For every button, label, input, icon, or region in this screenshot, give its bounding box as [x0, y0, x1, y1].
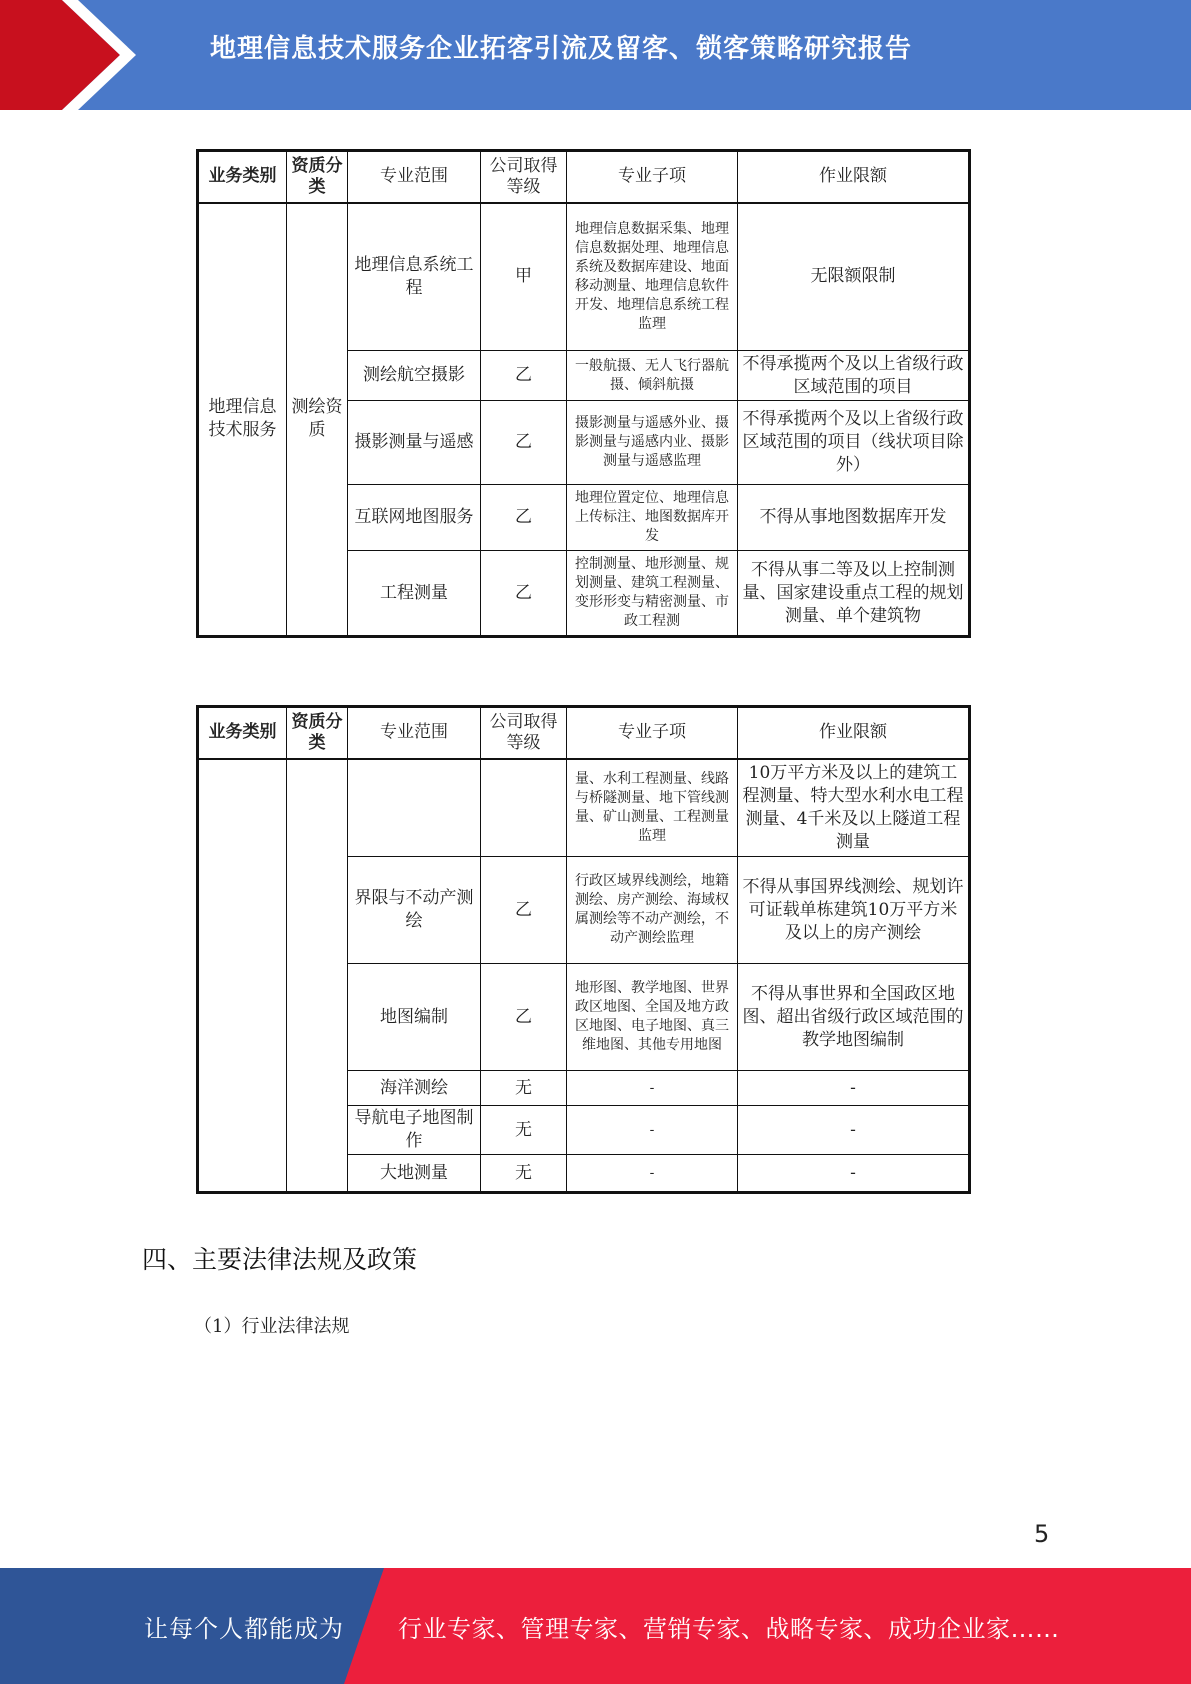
- subsection-heading: （1）行业法律法规: [194, 1316, 350, 1337]
- grade-cell: 乙: [481, 964, 567, 1071]
- section-heading: 四、主要法律法规及政策: [142, 1245, 418, 1274]
- scope-cell: 测绘航空摄影: [348, 351, 481, 401]
- page-number: 5: [1034, 1520, 1050, 1548]
- category-cell: 地理信息技术服务: [198, 203, 287, 637]
- header-scope: 专业范围: [348, 151, 481, 203]
- grade-cell: 无: [481, 1106, 567, 1155]
- scope-cell: 互联网地图服务: [348, 485, 481, 551]
- header-limit: 作业限额: [738, 707, 970, 759]
- limit-cell: 无限额限制: [738, 203, 970, 351]
- scope-cell: 海洋测绘: [348, 1071, 481, 1106]
- table-header-row: [198, 151, 970, 203]
- scope-cell: [348, 759, 481, 857]
- header-category: 业务类别: [198, 151, 287, 203]
- grade-cell: 乙: [481, 351, 567, 401]
- page-footer: [0, 1568, 1191, 1684]
- subitems-cell: 地理位置定位、地理信息上传标注、地图数据库开发: [567, 485, 738, 551]
- limit-cell: 不得从事世界和全国政区地图、超出省级行政区域范围的教学地图编制: [738, 964, 970, 1071]
- limit-cell: 10万平方米及以上的建筑工程测量、特大型水利水电工程测量、4千米及以上隧道工程测量: [738, 759, 970, 857]
- header-grade: 公司取得等级: [481, 151, 567, 203]
- subitems-cell: 地形图、教学地图、世界政区地图、全国及地方政区地图、电子地图、真三维地图、其他专用地图: [567, 964, 738, 1071]
- limit-cell: 不得从事地图数据库开发: [738, 485, 970, 551]
- qualification-table-part-2: [196, 705, 971, 1194]
- limit-cell: 不得承揽两个及以上省级行政区域范围的项目（线状项目除外）: [738, 401, 970, 485]
- subitems-cell: 摄影测量与遥感外业、摄影测量与遥感内业、摄影测量与遥感监理: [567, 401, 738, 485]
- scope-cell: 地理信息系统工程: [348, 203, 481, 351]
- grade-cell: 甲: [481, 203, 567, 351]
- subitems-cell: -: [567, 1071, 738, 1106]
- header-limit: 作业限额: [738, 151, 970, 203]
- subitems-cell: 行政区域界线测绘，地籍测绘、房产测绘、海域权属测绘等不动产测绘，不动产测绘监理: [567, 857, 738, 964]
- scope-cell: 导航电子地图制作: [348, 1106, 481, 1155]
- limit-cell: 不得从事二等及以上控制测量、国家建设重点工程的规划测量、单个建筑物: [738, 551, 970, 637]
- table-row: [198, 203, 970, 351]
- scope-cell: 大地测量: [348, 1155, 481, 1193]
- header-arrow-decoration: [0, 0, 160, 110]
- grade-cell: 乙: [481, 401, 567, 485]
- qualification-cell: 测绘资质: [287, 203, 348, 637]
- header-grade: 公司取得等级: [481, 707, 567, 759]
- header-qualification: 资质分类: [287, 707, 348, 759]
- limit-cell: 不得从事国界线测绘、规划许可证载单栋建筑10万平方米及以上的房产测绘: [738, 857, 970, 964]
- header-subitems: 专业子项: [567, 151, 738, 203]
- footer-slogan-right: 行业专家、管理专家、营销专家、战略专家、成功企业家……: [398, 1615, 1060, 1643]
- grade-cell: 无: [481, 1071, 567, 1106]
- subitems-cell: 量、水利工程测量、线路与桥隧测量、地下管线测量、矿山测量、工程测量监理: [567, 759, 738, 857]
- scope-cell: 工程测量: [348, 551, 481, 637]
- header-subitems: 专业子项: [567, 707, 738, 759]
- limit-cell: -: [738, 1071, 970, 1106]
- qualification-table-part-1: [196, 149, 971, 638]
- table-row: [198, 759, 970, 857]
- limit-cell: -: [738, 1106, 970, 1155]
- subitems-cell: 地理信息数据采集、地理信息数据处理、地理信息系统及数据库建设、地面移动测量、地理信息软件开发、地理信息系统工程监理: [567, 203, 738, 351]
- grade-cell: 乙: [481, 551, 567, 637]
- subitems-cell: -: [567, 1155, 738, 1193]
- scope-cell: 地图编制: [348, 964, 481, 1071]
- header-qualification: 资质分类: [287, 151, 348, 203]
- category-cell: [198, 759, 287, 1193]
- header-category: 业务类别: [198, 707, 287, 759]
- grade-cell: [481, 759, 567, 857]
- header-scope: 专业范围: [348, 707, 481, 759]
- footer-slogan-left: 让每个人都能成为: [144, 1615, 344, 1643]
- report-title: 地理信息技术服务企业拓客引流及留客、锁客策略研究报告: [210, 34, 913, 64]
- subitems-cell: 一般航摄、无人飞行器航摄、倾斜航摄: [567, 351, 738, 401]
- limit-cell: 不得承揽两个及以上省级行政区域范围的项目: [738, 351, 970, 401]
- page-header: [0, 0, 1191, 110]
- grade-cell: 乙: [481, 485, 567, 551]
- grade-cell: 乙: [481, 857, 567, 964]
- limit-cell: -: [738, 1155, 970, 1193]
- qualification-cell: [287, 759, 348, 1193]
- grade-cell: 无: [481, 1155, 567, 1193]
- table-header-row: [198, 707, 970, 759]
- subitems-cell: -: [567, 1106, 738, 1155]
- scope-cell: 界限与不动产测绘: [348, 857, 481, 964]
- subitems-cell: 控制测量、地形测量、规划测量、建筑工程测量、变形形变与精密测量、市政工程测: [567, 551, 738, 637]
- scope-cell: 摄影测量与遥感: [348, 401, 481, 485]
